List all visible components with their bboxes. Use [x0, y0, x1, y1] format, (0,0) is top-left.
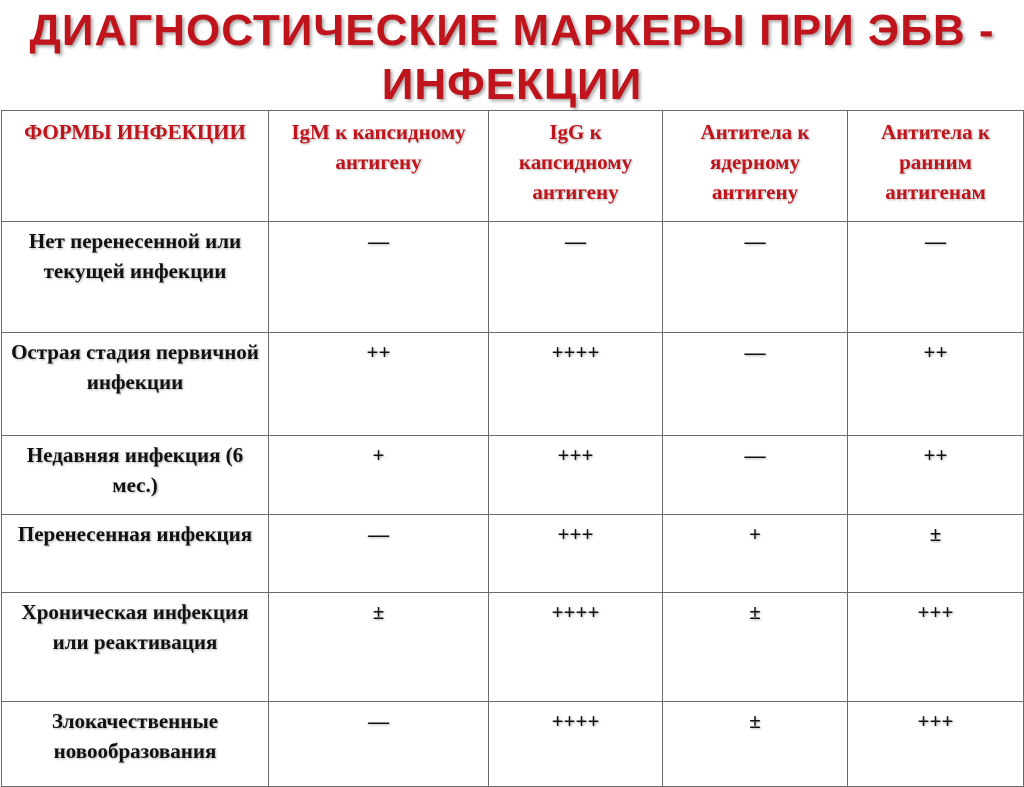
row-form-label: Хроническая инфекция или реактивация	[2, 593, 269, 702]
cell-value: +	[663, 515, 848, 593]
header-igm-capsid: IgM к капсидному антигену	[269, 111, 489, 222]
table-header-row	[2, 111, 1024, 222]
cell-value: ±	[848, 515, 1024, 593]
cell-value: +++	[848, 593, 1024, 702]
cell-value: —	[663, 222, 848, 333]
row-form-label: Недавняя инфекция (6 мес.)	[2, 436, 269, 515]
header-nuclear-antigen: Антитела к ядерному антигену	[663, 111, 848, 222]
row-form-label: Острая стадия первичной инфекции	[2, 333, 269, 436]
cell-value: +++	[489, 436, 663, 515]
cell-value: +++	[489, 515, 663, 593]
title-line-1: ДИАГНОСТИЧЕСКИЕ МАРКЕРЫ ПРИ ЭБВ -	[29, 6, 995, 55]
table-row	[2, 593, 1024, 702]
cell-value: ++++	[489, 593, 663, 702]
cell-value: +++	[848, 702, 1024, 787]
cell-value: —	[269, 702, 489, 787]
table-row	[2, 333, 1024, 436]
cell-value: —	[663, 333, 848, 436]
table-row	[2, 702, 1024, 787]
cell-value: —	[269, 515, 489, 593]
cell-value: +	[269, 436, 489, 515]
cell-value: —	[489, 222, 663, 333]
table-row	[2, 515, 1024, 593]
cell-value: ±	[269, 593, 489, 702]
cell-value: —	[269, 222, 489, 333]
cell-value: —	[663, 436, 848, 515]
header-igg-capsid: IgG к капсидному антигену	[489, 111, 663, 222]
cell-value: ++++	[489, 702, 663, 787]
cell-value: ±	[663, 593, 848, 702]
header-forms: ФОРМЫ ИНФЕКЦИИ	[2, 111, 269, 222]
cell-value: ++++	[489, 333, 663, 436]
cell-value: ++	[848, 333, 1024, 436]
cell-value: ++	[269, 333, 489, 436]
table-row	[2, 436, 1024, 515]
title-line-2: ИНФЕКЦИИ	[381, 60, 643, 109]
row-form-label: Злокачественные новообразования	[2, 702, 269, 787]
cell-value: ±	[663, 702, 848, 787]
header-early-antigens: Антитела к ранним антигенам	[848, 111, 1024, 222]
ebv-markers-table	[1, 110, 1024, 787]
table-row	[2, 222, 1024, 333]
row-form-label: Перенесенная инфекция	[2, 515, 269, 593]
page-title	[0, 4, 1024, 112]
row-form-label: Нет перенесенной или текущей инфекции	[2, 222, 269, 333]
cell-value: —	[848, 222, 1024, 333]
cell-value: ++	[848, 436, 1024, 515]
